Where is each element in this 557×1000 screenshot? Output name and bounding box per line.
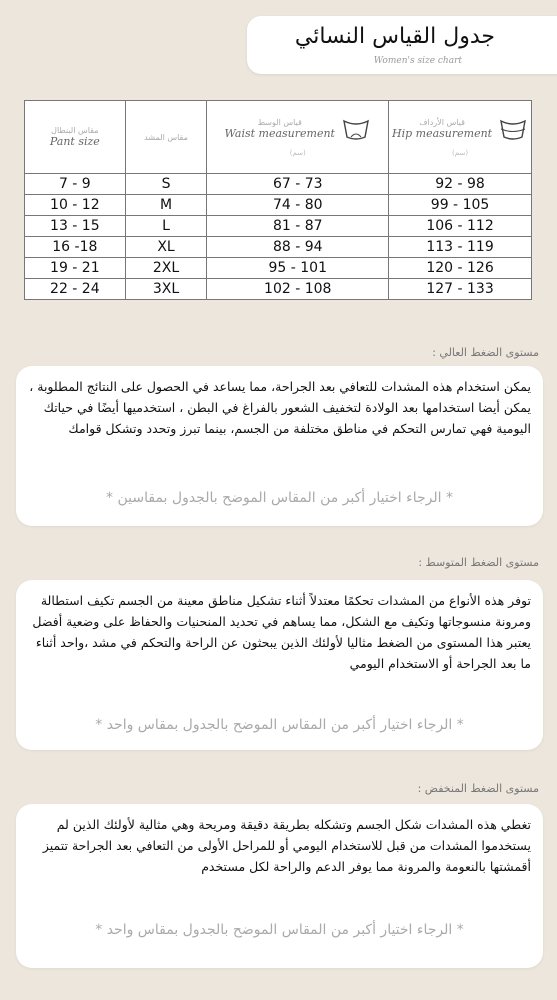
table-row (25, 216, 532, 237)
waist-cell: 81 - 87 (207, 216, 389, 237)
size-table (24, 100, 532, 300)
hip-header-en: Hip measurement (392, 127, 493, 140)
waist-cell: 95 - 101 (207, 258, 389, 279)
low-compression-card (16, 804, 543, 968)
hip-cell: 106 - 112 (389, 216, 532, 237)
shaper-size-cell: L (125, 216, 207, 237)
shaper-size-cell: 2XL (125, 258, 207, 279)
hip-cell: 113 - 119 (389, 237, 532, 258)
hip-cell: 120 - 126 (389, 258, 532, 279)
pant-size-header (25, 101, 126, 174)
medium-compression-label: مستوى الضغط المتوسط : (418, 556, 539, 569)
waist-header-en: Waist measurement (224, 127, 335, 140)
shaper-size-cell: 3XL (125, 279, 207, 300)
pant-size-header-ar: مقاس البنطال (51, 126, 99, 135)
medium-compression-text: توفر هذه الأنواع من المشدات تحكمًا معتدلاً أثناء تشكيل مناطق معينة من الجسم تكيف استطالة ومرونة منسوجاتها وتكيف مع الشكل، مما يساهم في تحديد المنحنيات والحفاظ على وضعية أفضل يعتبر هذا المستوى من الضغط مثاليا لأولئك الذين يبحثون عن الراحة والتحكم في مشد ،واحد أثناء ما بعد الجراحة أو الاستخدام اليومي (32, 593, 531, 671)
table-row (25, 258, 532, 279)
high-compression-label: مستوى الضغط العالي : (432, 346, 539, 359)
high-compression-card (16, 366, 543, 526)
low-compression-note: * الرجاء اختيار أكبر من المقاس الموضح بالجدول بمقاس واحد * (95, 922, 464, 938)
waist-cell: 67 - 73 (207, 174, 389, 195)
hip-cell: 99 - 105 (389, 195, 532, 216)
high-compression-text: يمكن استخدام هذه المشدات للتعافي بعد الجراحة، مما يساعد في الحصول على النتائج المطلوبة ، يمكن أيضا استخدامها بعد الولادة لتخفيف الشعور بالفراغ في البطن ، استخدميها أيضًا في حياتك اليومية فهي تمارس التحكم في مناطق مختلفة من الجسم، بينما تبرز وتحدد وتشكل قوامك (29, 379, 531, 436)
table-row (25, 237, 532, 258)
low-compression-label: مستوى الضغط المنخفض : (417, 782, 539, 795)
low-compression-text: تغطي هذه المشدات شكل الجسم وتشكله بطريقة دقيقة ومريحة وهي مثالية لأولئك الذين لم يستخدموا المشدات من قبل للاستخدام اليومي أو للمراحل الأولى من التعافي بعد الجراحة تتميز أقمشتها بالنعومة والمرونة مما يوفر الدعم والراحة لكل مستخدم (42, 817, 531, 874)
hip-header (389, 101, 532, 174)
shaper-size-header-ar: مقاس المشد (144, 132, 188, 142)
shaper-size-cell: S (125, 174, 207, 195)
pant-size-cell: 7 - 9 (25, 174, 126, 195)
hip-icon (498, 117, 528, 141)
pant-size-cell: 10 - 12 (25, 195, 126, 216)
shaper-size-header (125, 101, 207, 174)
page-subtitle: Women's size chart (373, 56, 462, 66)
waist-cell: 88 - 94 (207, 237, 389, 258)
hip-header-unit: (سم) (452, 149, 469, 157)
pant-size-cell: 22 - 24 (25, 279, 126, 300)
size-table-header (25, 101, 532, 174)
page-title: جدول القياس النسائي (294, 24, 495, 49)
shaper-size-cell: XL (125, 237, 207, 258)
pant-size-cell: 13 - 15 (25, 216, 126, 237)
table-row (25, 195, 532, 216)
pant-size-header-en: Pant size (49, 135, 100, 148)
table-row (25, 279, 532, 300)
table-row (25, 174, 532, 195)
medium-compression-note: * الرجاء اختيار أكبر من المقاس الموضح بالجدول بمقاس واحد * (95, 717, 464, 733)
pant-size-cell: 19 - 21 (25, 258, 126, 279)
waist-header (207, 101, 389, 174)
shaper-size-cell: M (125, 195, 207, 216)
pant-size-cell: 16 -18 (25, 237, 126, 258)
hip-header-ar: قياس الأرداف (419, 118, 465, 127)
medium-compression-card (16, 580, 543, 750)
waist-icon (341, 117, 371, 141)
high-compression-note: * الرجاء اختيار أكبر من المقاس الموضح بالجدول بمقاسين * (106, 490, 453, 506)
hip-cell: 127 - 133 (389, 279, 532, 300)
waist-header-unit: (سم) (289, 149, 306, 157)
waist-header-ar: قياس الوسط (257, 118, 302, 127)
waist-cell: 74 - 80 (207, 195, 389, 216)
hip-cell: 92 - 98 (389, 174, 532, 195)
waist-cell: 102 - 108 (207, 279, 389, 300)
